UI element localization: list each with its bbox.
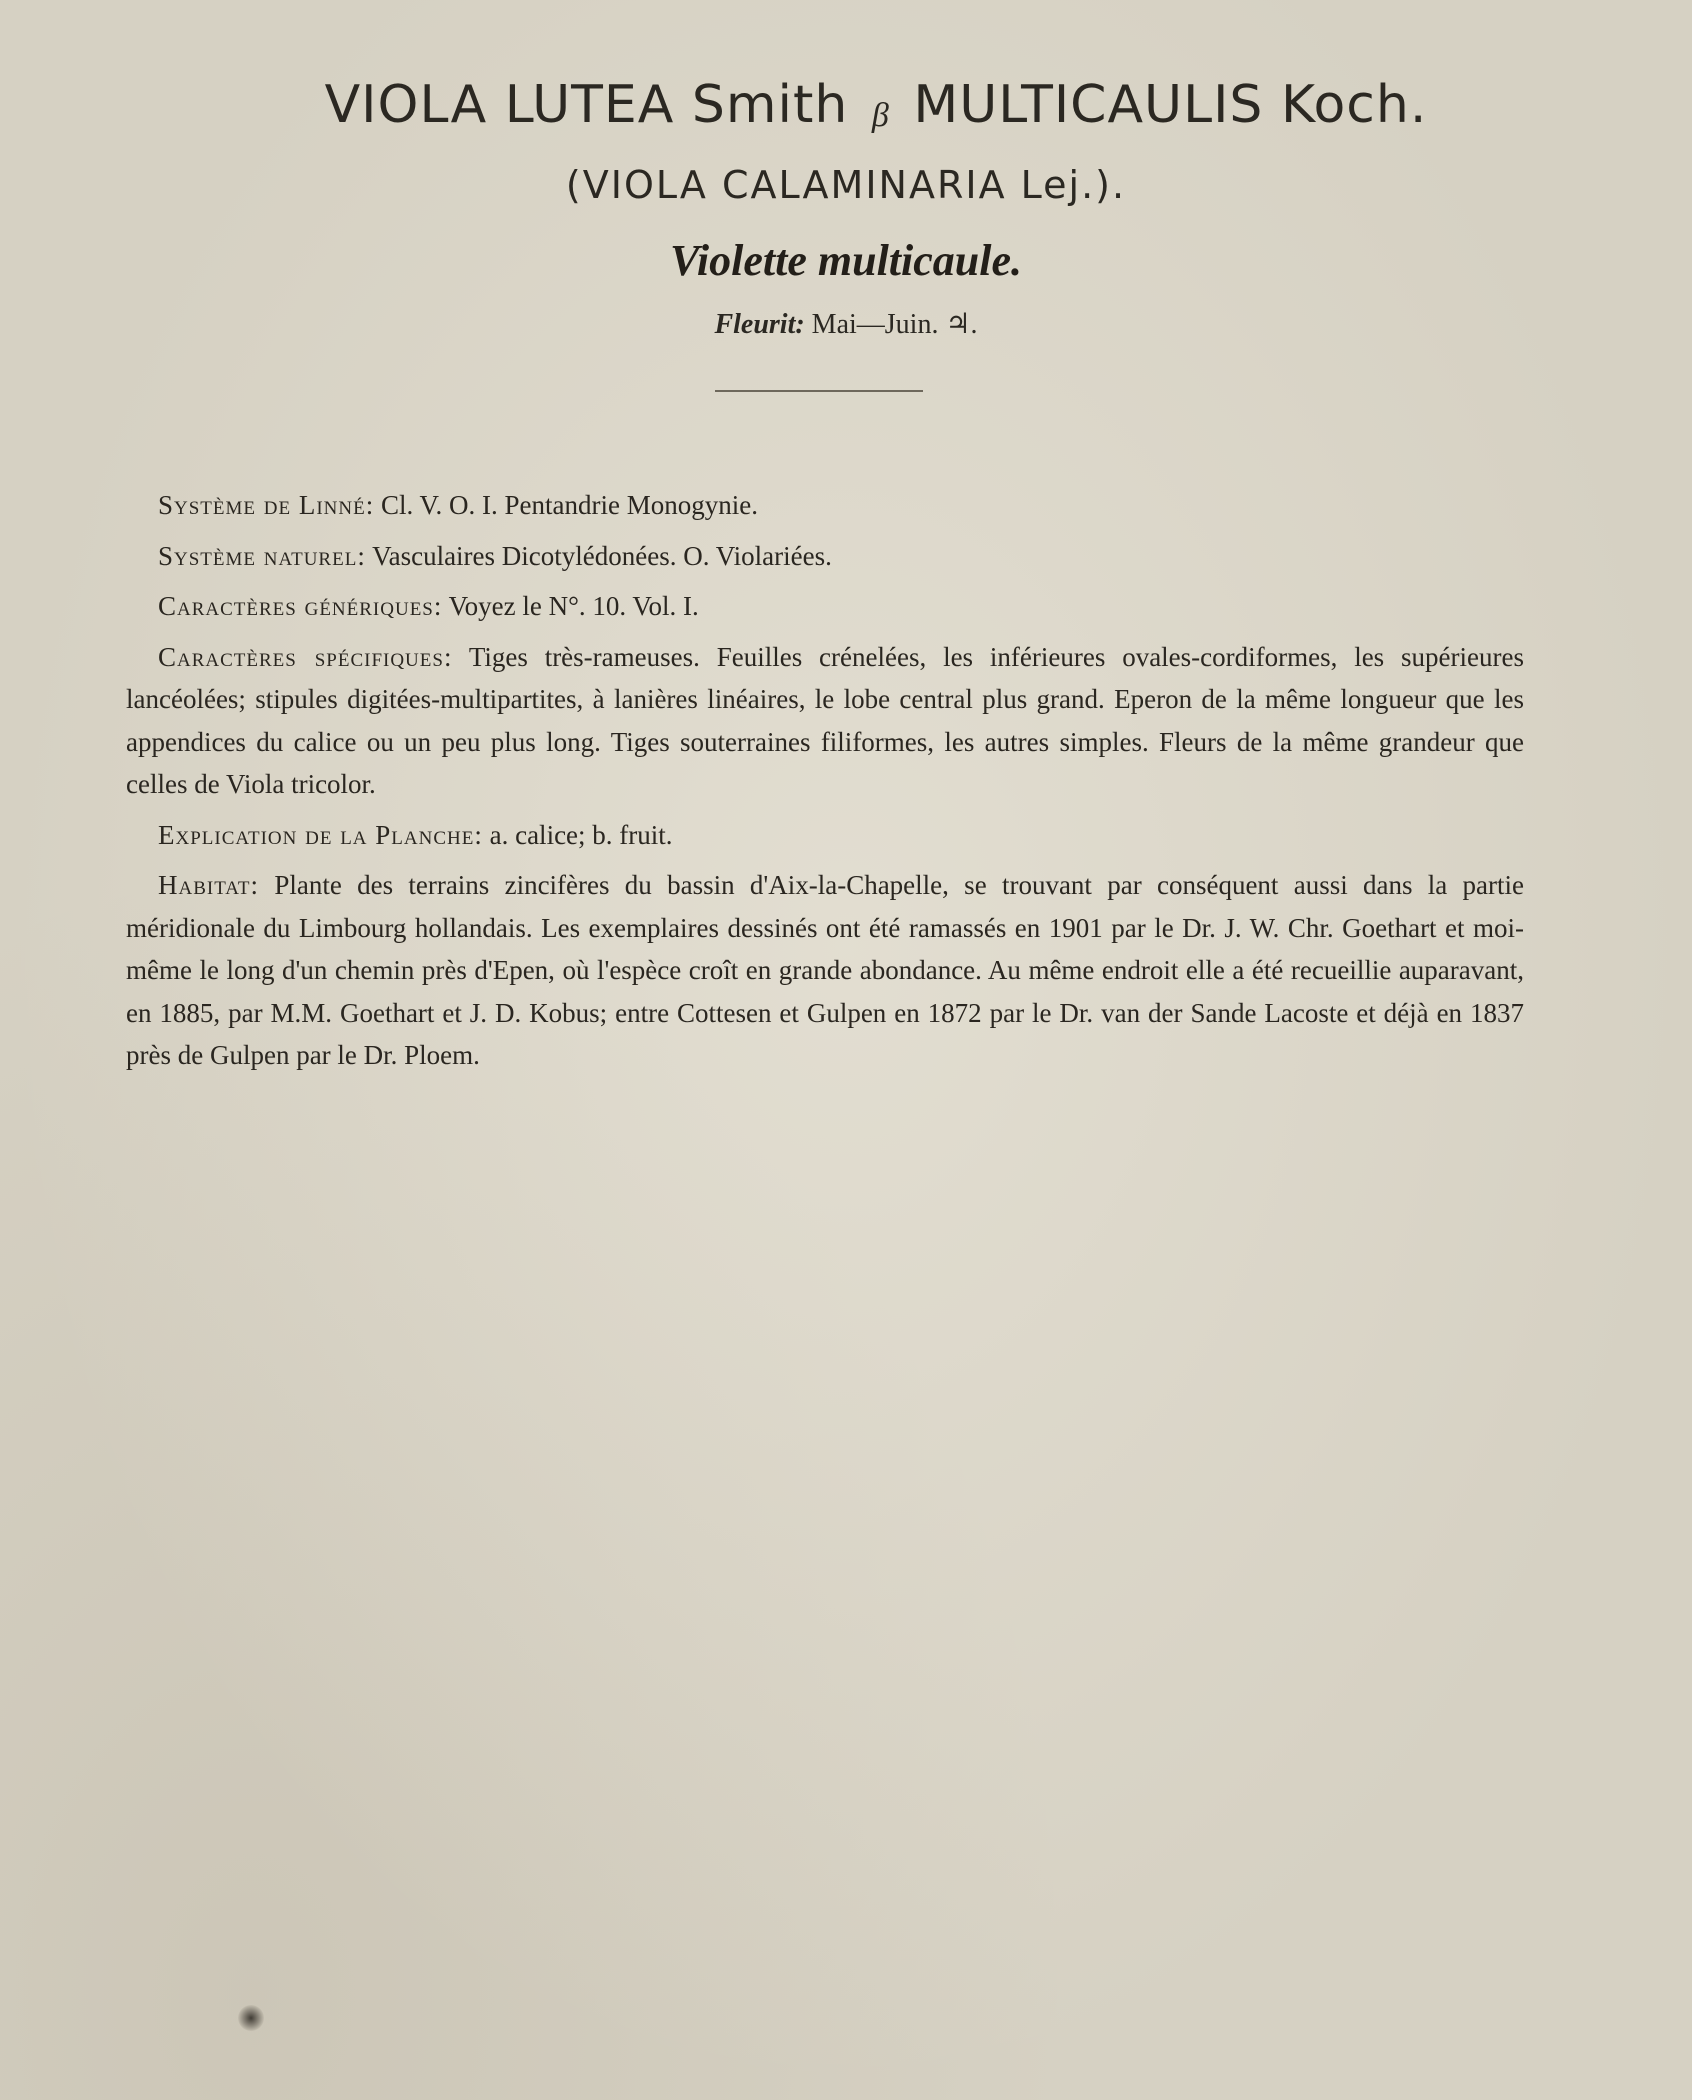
section-natural-system [126,535,1524,578]
section-label: Habitat: [158,870,260,900]
section-plate-explanation [126,814,1524,857]
section-label: Caractères spécifiques: [158,641,453,672]
variety-name: MULTICAULIS Koch. [913,75,1428,135]
section-text: a. calice; b. fruit. [489,819,673,850]
section-linne [126,484,1524,527]
section-label: Système de Linné: [158,490,375,520]
common-name: Violette multicaule. [670,236,1022,285]
title-block [0,70,1692,345]
section-text: Cl. V. O. I. Pentandrie Monogynie. [380,490,758,520]
flowering-value: Mai—Juin. ♃. [811,309,978,340]
description-body [126,484,1524,1085]
species-title [60,70,1692,151]
section-habitat [126,864,1524,1077]
section-label: Explication de la Planche: [158,819,483,850]
flowering-line [0,305,1692,345]
section-label: Système naturel: [158,540,366,571]
variety-symbol: β [871,97,890,134]
section-specific-characters [126,636,1524,806]
section-text: Voyez le N°. 10. Vol. I. [448,591,699,621]
section-generic-characters [126,585,1524,628]
title-divider [715,390,923,392]
flowering-label: Fleurit: [714,309,805,340]
section-label: Caractères génériques: [158,591,443,621]
section-text: Vasculaires Dicotylédonées. O. Violariées. [372,540,832,571]
species-name: VIOLA LUTEA Smith [324,75,849,135]
section-text: Plante des terrains zincifères du bassin d'Aix-la-Chapelle, se trouvant par conséquent aussi dans la partie méridionale du Limbourg hollandais. Les exemplaires dessinés ont été ramassés en 1901 par le Dr. J. W. Chr. Goethart et moi-même le long d'un chemin près d'Epen, où l'espèce croît en grande abondance. Au même endroit elle a été recueillie auparavant, en 1885, par M.M. Goethart et J. D. Kobus; entre Cottesen et Gulpen en 1872 par le Dr. van der Sande Lacoste et déjà en 1837 près de Gulpen par le Dr. Ploem. [126,870,1524,1070]
section-text: Tiges très-rameuses. Feuilles crénelées, les inférieures ovales-cordiformes, les supérieures lancéolées; stipules digitées-multipartites, à lanières linéaires, le lobe central plus grand. Eperon de la même longueur que les appendices du calice ou un peu plus long. Tiges souterraines filiformes, les autres simples. Fleurs de la même grandeur que celles de Viola tricolor. [126,641,1524,799]
synonym-title: (VIOLA CALAMINARIA Lej.). [565,163,1127,207]
ink-smudge [238,2005,264,2031]
